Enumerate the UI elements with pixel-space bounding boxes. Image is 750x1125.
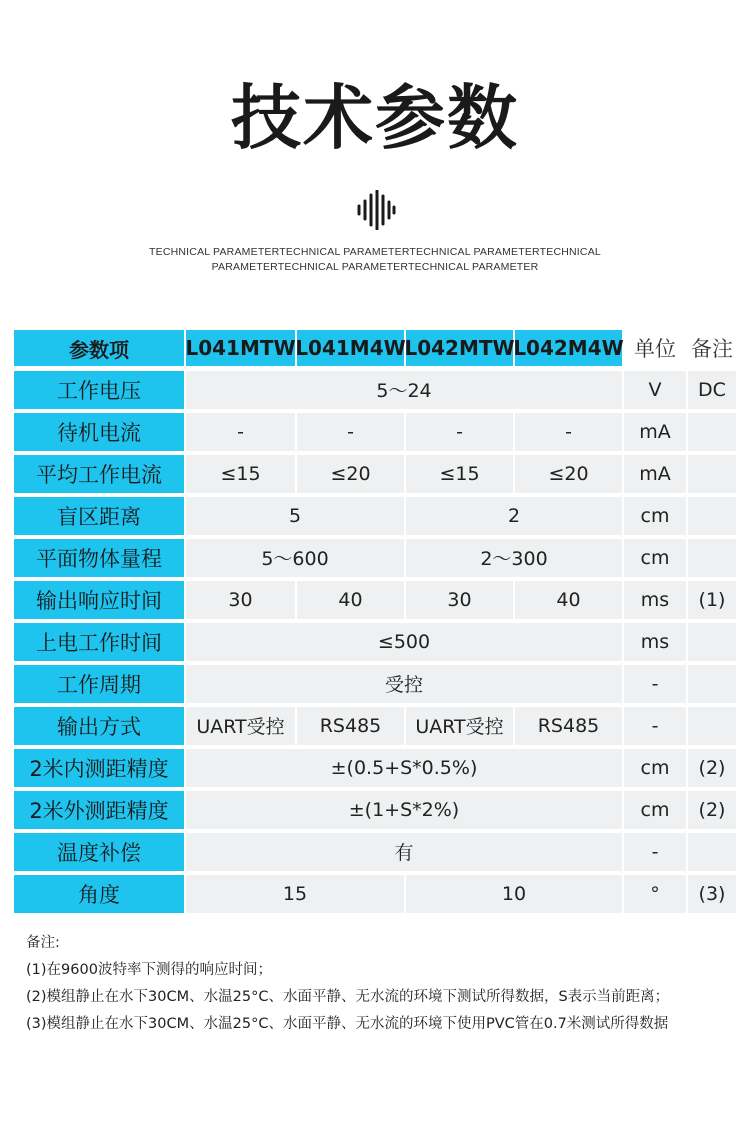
value-cell: 有 bbox=[186, 833, 622, 871]
note-cell bbox=[688, 623, 736, 661]
spec-table bbox=[14, 330, 736, 910]
value-cell: RS485 bbox=[515, 707, 622, 745]
row-label: 盲区距离 bbox=[14, 497, 184, 535]
value-cell: ≤15 bbox=[186, 455, 295, 493]
note-cell bbox=[688, 707, 736, 745]
row-label: 待机电流 bbox=[14, 413, 184, 451]
sound-wave-icon bbox=[356, 190, 396, 230]
row-label: 温度补偿 bbox=[14, 833, 184, 871]
unit-cell: cm bbox=[624, 791, 686, 829]
note-cell bbox=[688, 455, 736, 493]
value-cell: UART受控 bbox=[406, 707, 513, 745]
value-cell: ≤20 bbox=[515, 455, 622, 493]
note-item-1: (1)在9600波特率下测得的响应时间； bbox=[26, 962, 272, 978]
row-label: 2米内测距精度 bbox=[14, 749, 184, 787]
value-cell: ≤20 bbox=[297, 455, 404, 493]
value-cell: 2 bbox=[406, 497, 622, 535]
row-label: 平均工作电流 bbox=[14, 455, 184, 493]
table-header-1: L041MTW bbox=[186, 330, 295, 366]
row-label: 角度 bbox=[14, 875, 184, 913]
row-label: 上电工作时间 bbox=[14, 623, 184, 661]
note-cell: (1) bbox=[688, 581, 736, 619]
unit-cell: V bbox=[624, 371, 686, 409]
note-cell: (2) bbox=[688, 791, 736, 829]
table-header-0: 参数项 bbox=[14, 330, 184, 366]
unit-cell: - bbox=[624, 707, 686, 745]
unit-cell: mA bbox=[624, 413, 686, 451]
unit-cell: cm bbox=[624, 497, 686, 535]
value-cell: ≤15 bbox=[406, 455, 513, 493]
row-label: 输出方式 bbox=[14, 707, 184, 745]
row-label: 2米外测距精度 bbox=[14, 791, 184, 829]
value-cell: 5～600 bbox=[186, 539, 404, 577]
value-cell: UART受控 bbox=[186, 707, 295, 745]
unit-cell: - bbox=[624, 833, 686, 871]
unit-cell: mA bbox=[624, 455, 686, 493]
unit-cell: - bbox=[624, 665, 686, 703]
value-cell: - bbox=[515, 413, 622, 451]
row-label: 工作电压 bbox=[14, 371, 184, 409]
row-label: 平面物体量程 bbox=[14, 539, 184, 577]
value-cell: - bbox=[297, 413, 404, 451]
value-cell: 40 bbox=[515, 581, 622, 619]
value-cell: 15 bbox=[186, 875, 404, 913]
notes-heading: 备注: bbox=[26, 935, 60, 951]
note-cell: DC bbox=[688, 371, 736, 409]
value-cell: 5～24 bbox=[186, 371, 622, 409]
value-cell: 2～300 bbox=[406, 539, 622, 577]
note-cell bbox=[688, 665, 736, 703]
notes bbox=[26, 930, 736, 1038]
note-cell bbox=[688, 833, 736, 871]
note-cell: (3) bbox=[688, 875, 736, 913]
table-header-3: L042MTW bbox=[406, 330, 513, 366]
value-cell: 受控 bbox=[186, 665, 622, 703]
subtitle bbox=[110, 245, 640, 275]
table-header-2: L041M4W bbox=[297, 330, 404, 366]
table-header-4: L042M4W bbox=[515, 330, 622, 366]
value-cell: ±(1+S*2%) bbox=[186, 791, 622, 829]
note-cell bbox=[688, 413, 736, 451]
value-cell: - bbox=[406, 413, 513, 451]
subtitle-line-1: TECHNICAL PARAMETERTECHNICAL PARAMETERTECHNICAL PARAMETERTECHNICAL bbox=[149, 246, 601, 258]
page-title: 技术参数 bbox=[231, 77, 519, 159]
value-cell: - bbox=[186, 413, 295, 451]
value-cell: 10 bbox=[406, 875, 622, 913]
value-cell: ±(0.5+S*0.5%) bbox=[186, 749, 622, 787]
unit-cell: ms bbox=[624, 623, 686, 661]
value-cell: RS485 bbox=[297, 707, 404, 745]
row-label: 输出响应时间 bbox=[14, 581, 184, 619]
table-header-6: 备注 bbox=[688, 330, 736, 366]
value-cell: 30 bbox=[186, 581, 295, 619]
subtitle-line-2: PARAMETERTECHNICAL PARAMETERTECHNICAL PARAMETER bbox=[211, 261, 539, 273]
row-label: 工作周期 bbox=[14, 665, 184, 703]
note-item-2: (2)模组静止在水下30CM、水温25°C、水面平静、无水流的环境下测试所得数据，S表示当前距离； bbox=[26, 989, 670, 1005]
unit-cell: cm bbox=[624, 539, 686, 577]
unit-cell: cm bbox=[624, 749, 686, 787]
value-cell: ≤500 bbox=[186, 623, 622, 661]
unit-cell: ° bbox=[624, 875, 686, 913]
note-cell bbox=[688, 539, 736, 577]
table-header-5: 单位 bbox=[624, 330, 686, 366]
note-cell bbox=[688, 497, 736, 535]
note-cell: (2) bbox=[688, 749, 736, 787]
value-cell: 30 bbox=[406, 581, 513, 619]
unit-cell: ms bbox=[624, 581, 686, 619]
note-item-3: (3)模组静止在水下30CM、水温25°C、水面平静、无水流的环境下使用PVC管在0.7米测试所得数据 bbox=[26, 1016, 669, 1032]
value-cell: 40 bbox=[297, 581, 404, 619]
value-cell: 5 bbox=[186, 497, 404, 535]
